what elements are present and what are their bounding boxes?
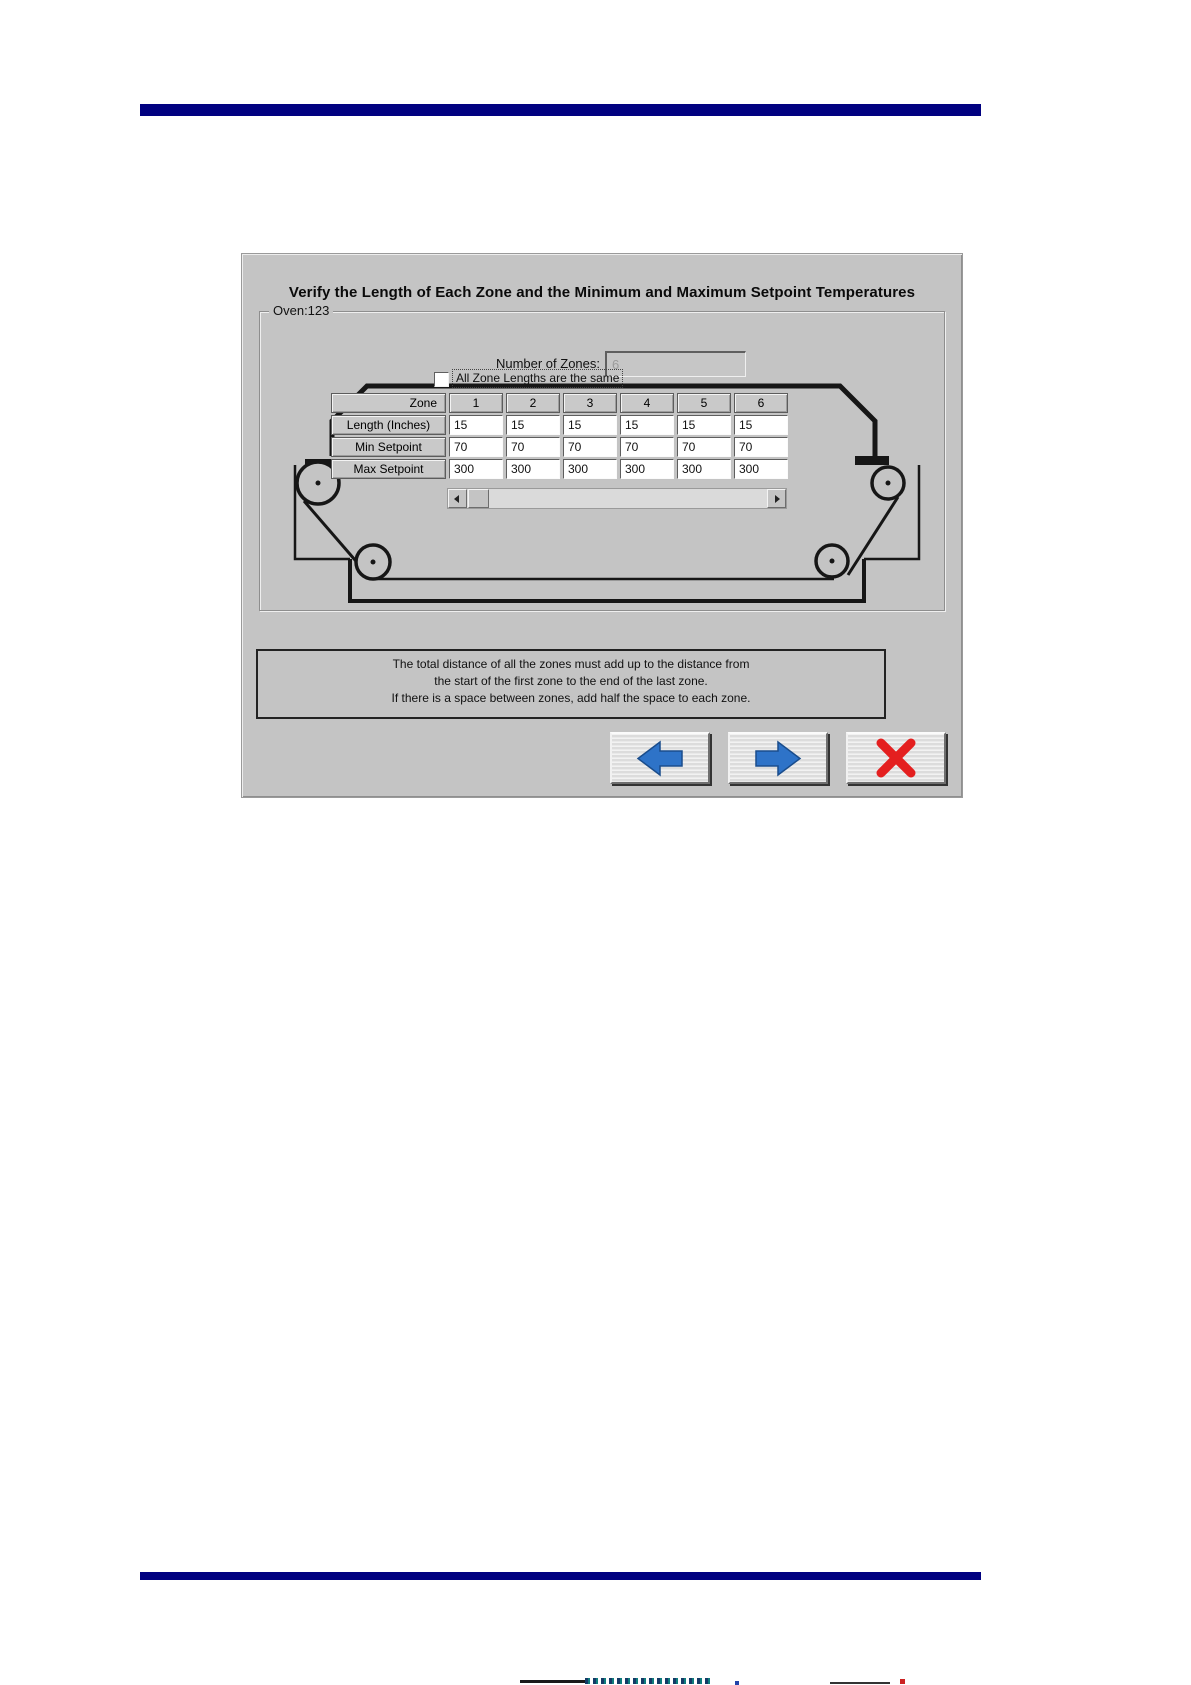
zone-2-value-input[interactable]: 70 [506,437,560,457]
oven-groupbox-label: Oven:123 [269,303,333,318]
zone-table-scrollbar[interactable] [447,488,787,509]
zone-1-value-input[interactable]: 300 [449,459,503,479]
dialog-title: Verify the Length of Each Zone and the Minimum and Maximum Setpoint Temperatures [288,284,916,301]
zone-3-value-input[interactable]: 300 [563,459,617,479]
same-length-checkbox-label: All Zone Lengths are the same [452,369,623,388]
blue-left-arrow-icon [635,740,685,777]
zone-column-header-1: 1 [449,393,503,413]
note-line: If there is a space between zones, add half the space to each zone. [391,691,751,705]
zone-column-header-6: 6 [734,393,788,413]
row-header: Length (Inches) [331,415,446,435]
zone-distance-note [256,649,886,719]
scroll-right-arrow-icon [775,495,780,503]
zone-2-value-input[interactable]: 300 [506,459,560,479]
zone-5-value-input[interactable]: 300 [677,459,731,479]
scroll-left-arrow-icon [454,495,459,503]
zone-table [331,393,788,479]
zone-4-value-input[interactable]: 15 [620,415,674,435]
blue-right-arrow-icon [753,740,803,777]
scroll-left-button[interactable] [448,489,467,508]
scroll-right-button[interactable] [767,489,786,508]
row-header: Max Setpoint [331,459,446,479]
belt-pulleys [297,462,904,579]
zone-2-value-input[interactable]: 15 [506,415,560,435]
bottom-horizontal-rule [140,1572,981,1580]
zone-column-header-3: 3 [563,393,617,413]
next-button[interactable] [728,732,828,784]
zone-6-value-input[interactable]: 15 [734,415,788,435]
page-edge-artifact [735,1681,739,1685]
zone-4-value-input[interactable]: 70 [620,437,674,457]
zone-column-header-2: 2 [506,393,560,413]
zone-3-value-input[interactable]: 15 [563,415,617,435]
zone-5-value-input[interactable]: 15 [677,415,731,435]
zone-6-value-input[interactable]: 70 [734,437,788,457]
page-edge-artifact [830,1682,890,1684]
zone-setup-dialog [241,253,963,798]
same-length-checkbox[interactable] [434,372,449,387]
red-x-icon [872,736,920,780]
back-button[interactable] [610,732,710,784]
number-of-zones-field[interactable]: 6 [605,351,746,377]
page-edge-artifact [585,1678,710,1684]
zone-3-value-input[interactable]: 70 [563,437,617,457]
row-header: Min Setpoint [331,437,446,457]
zone-table-corner-header: Zone [331,393,446,413]
top-horizontal-rule [140,104,981,116]
oven-mouth-right [855,456,889,465]
oven-groupbox [259,303,945,611]
zone-1-value-input[interactable]: 70 [449,437,503,457]
close-button[interactable] [846,732,946,784]
number-of-zones-label: Number of Zones: [495,356,600,371]
page-edge-artifact [900,1679,905,1684]
zone-5-value-input[interactable]: 70 [677,437,731,457]
note-line: The total distance of all the zones must add up to the distance from [392,657,750,671]
zone-4-value-input[interactable]: 300 [620,459,674,479]
zone-column-header-4: 4 [620,393,674,413]
note-line: the start of the first zone to the end of the last zone. [434,674,708,688]
scrollbar-thumb[interactable] [468,489,489,508]
zone-1-value-input[interactable]: 15 [449,415,503,435]
zone-6-value-input[interactable]: 300 [734,459,788,479]
zone-column-header-5: 5 [677,393,731,413]
